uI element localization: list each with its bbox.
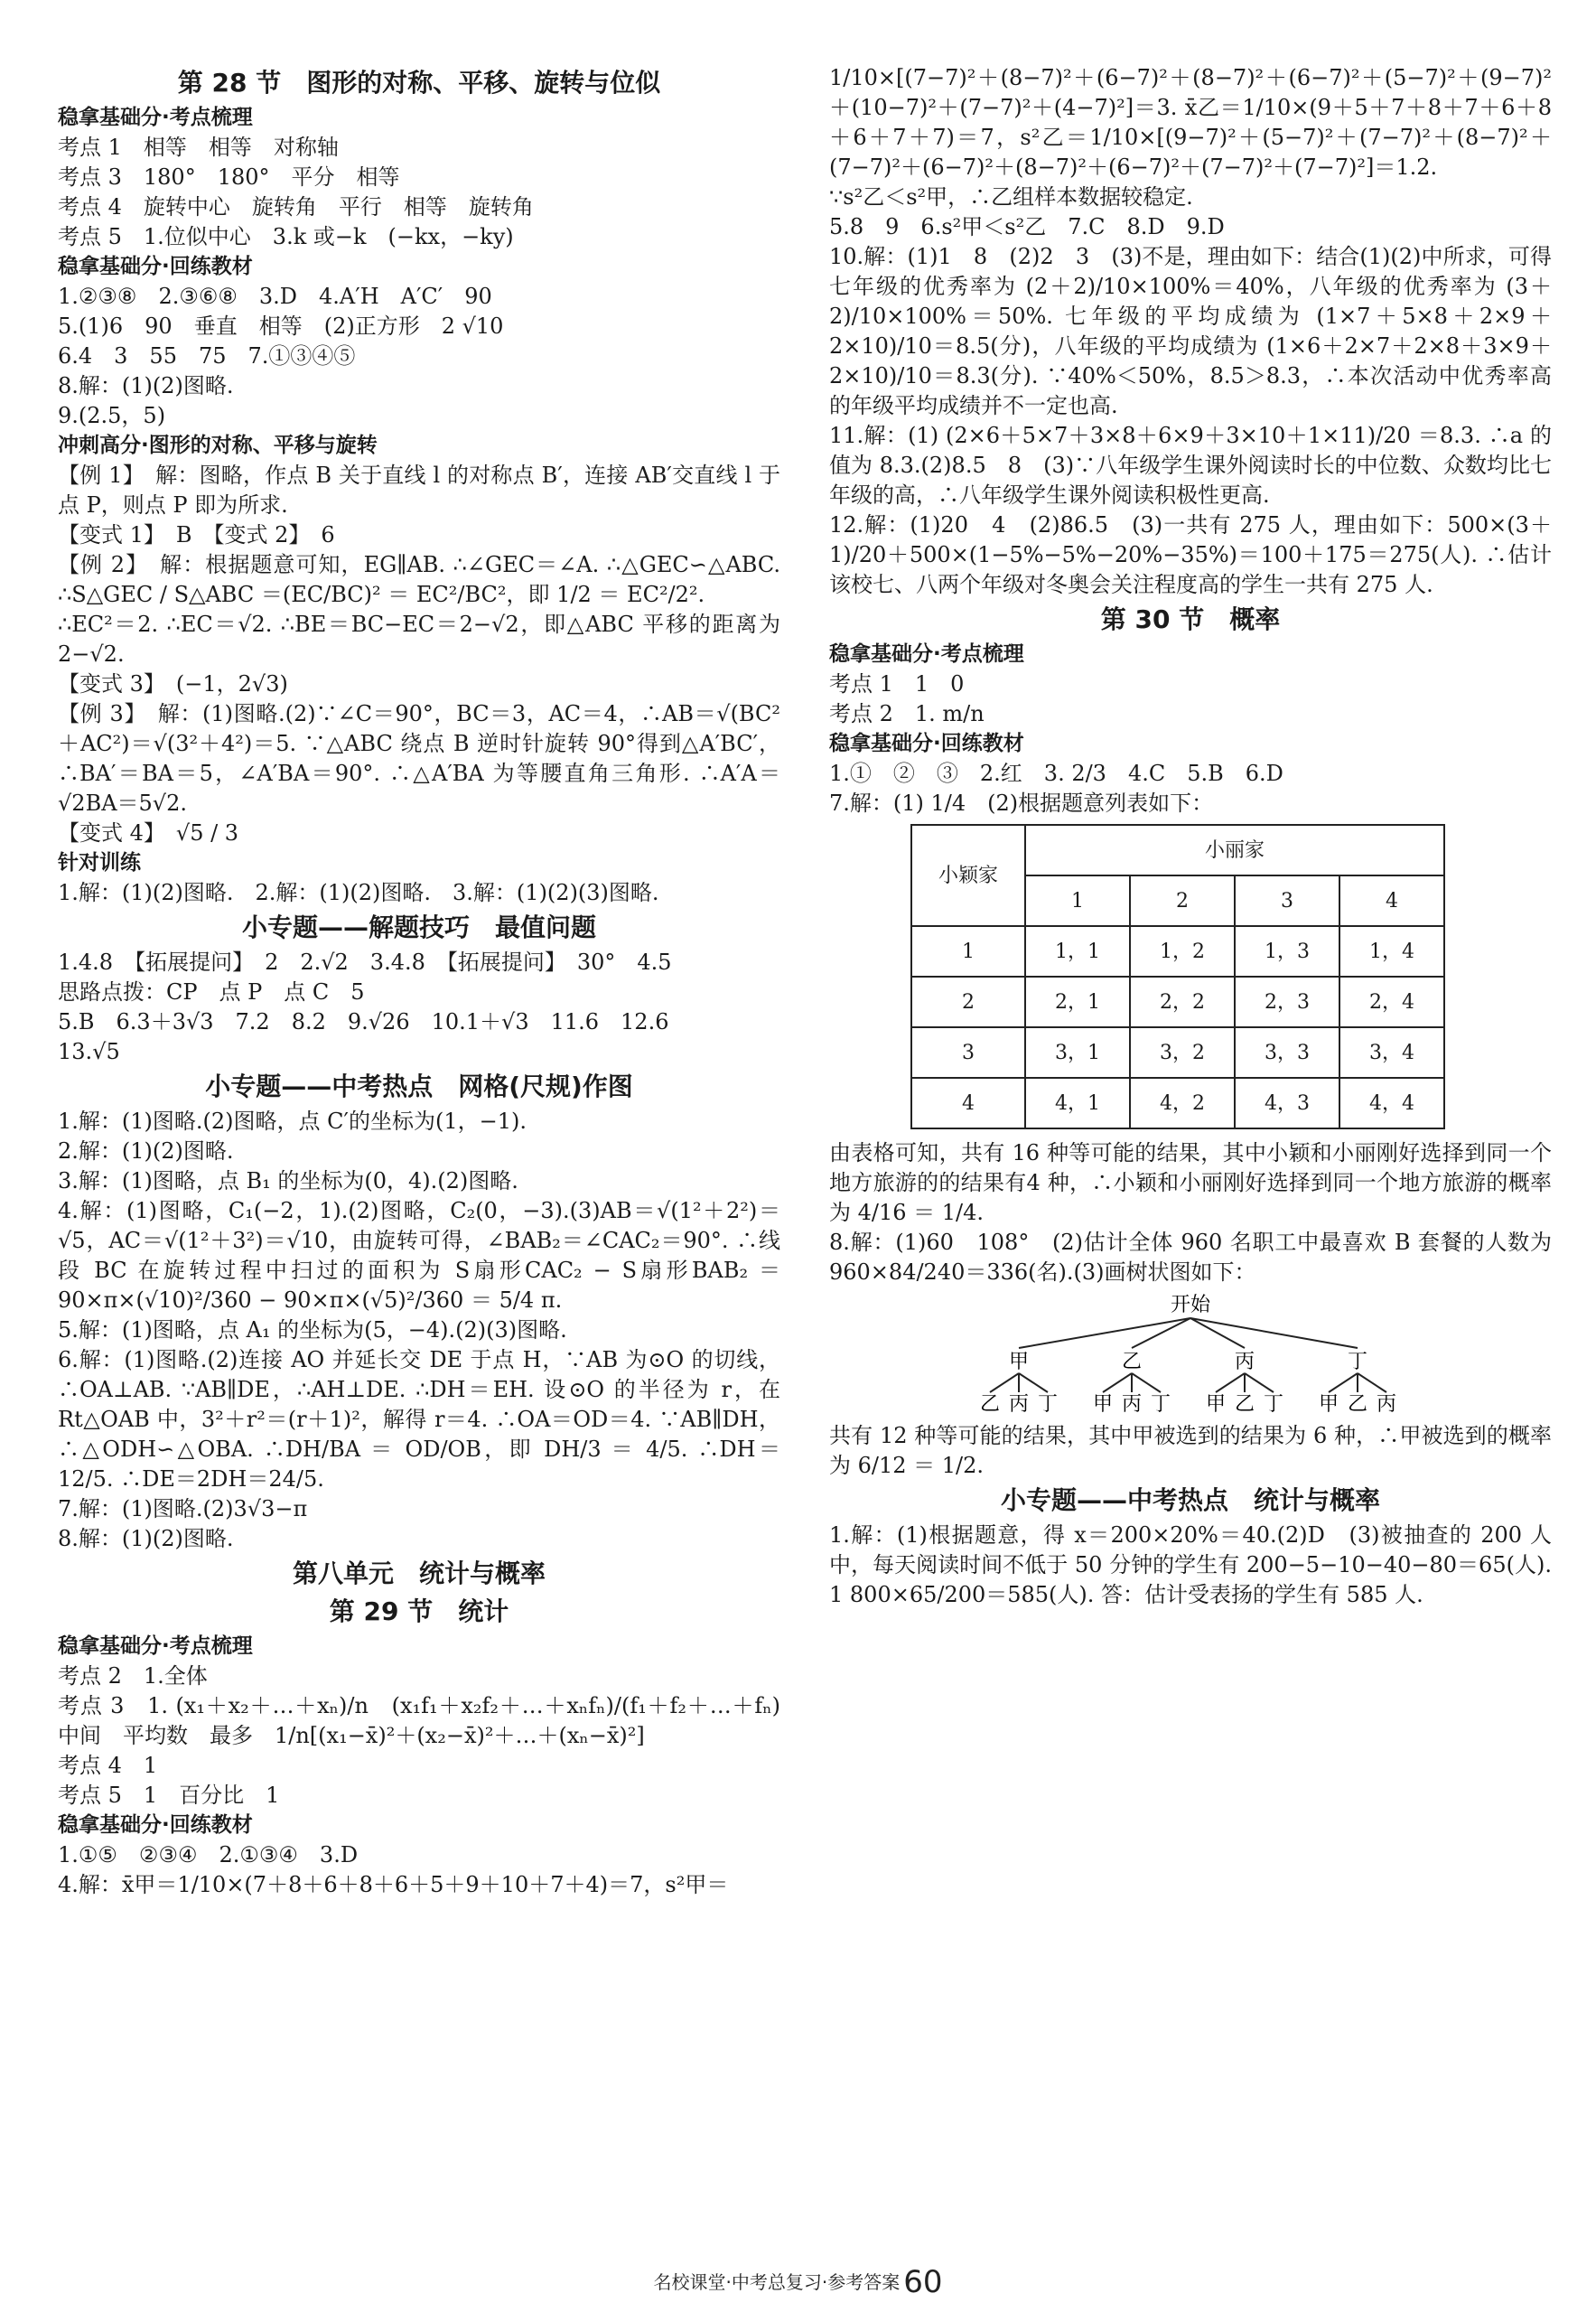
answer-line: 考点 3 180° 180° 平分 相等	[58, 164, 400, 190]
subsection-heading: 稳拿基础分·回练教材	[58, 255, 253, 278]
answer-line: 考点 5 1.位似中心 3.k 或−k (−kx，−ky)	[58, 224, 514, 249]
table-cell: 3，4	[1339, 1027, 1444, 1078]
answer-line: 8.解：(1)(2)图略.	[58, 1526, 234, 1551]
answer-paragraph: 6.解：(1)图略.(2)连接 AO 并延长交 DE 于点 H，∵AB 为⊙O 的切线，∴OA⊥AB. ∵AB∥DE，∴AH⊥DE. ∴DH＝EH. 设⊙O 的半径为 r，在 Rt△OAB 中，3²＋r²＝(r＋1)²，解得 r＝4. ∴OA＝OD＝4. ∵AB∥DH，∴△ODH∽△OBA. ∴DH/BA ＝ OD/OB，即 DH/3 ＝ 4/5. ∴DH＝12/5. ∴DE＝2DH＝24/5.	[58, 1347, 780, 1492]
table-cell: 4，4	[1339, 1078, 1444, 1128]
table-col-header: 4	[1339, 875, 1444, 926]
answer-line: 1.解：(1)(2)图略. 2.解：(1)(2)图略. 3.解：(1)(2)(3)图略.	[58, 880, 659, 905]
table-col-header: 3	[1235, 875, 1339, 926]
table-row-header: 2	[911, 977, 1025, 1027]
subsection-heading: 稳拿基础分·考点梳理	[58, 1634, 253, 1658]
table-cell: 2，2	[1130, 977, 1235, 1027]
answer-line: 6.4 3 55 75 7.①③④⑤	[58, 343, 356, 369]
tree-leaf: 丁	[1150, 1393, 1171, 1416]
answer-line: 5.解：(1)图略，点 A₁ 的坐标为(5，−4).(2)(3)图略.	[58, 1317, 567, 1343]
tree-edge	[1329, 1373, 1358, 1392]
answer-paragraph: 4.解：x̄甲＝1/10×(7＋8＋6＋8＋6＋5＋9＋10＋7＋4)＝7，s²甲＝	[58, 1872, 729, 1897]
answer-paragraph: 1/10×[(7−7)²＋(8−7)²＋(6−7)²＋(8−7)²＋(6−7)²＋(5−7)²＋(9−7)²＋(10−7)²＋(7−7)²＋(4−7)²]＝3. x̄乙＝1/10×(9＋5＋7＋8＋7＋6＋8＋6＋7＋7)＝7，s²乙＝1/10×[(9−7)²＋(5−7)²＋(7−7)²＋(8−7)²＋(7−7)²＋(6−7)²＋(8−7)²＋(6−7)²＋(7−7)²＋(7−7)²]＝1.2.	[829, 65, 1552, 180]
section-title: 第 30 节 概率	[1100, 604, 1281, 634]
left-column	[58, 63, 802, 1900]
table-row-header: 1	[911, 926, 1025, 977]
subsection-heading: 稳拿基础分·回练教材	[58, 1813, 253, 1837]
answer-paragraph: 1.解：(1)根据题意，得 x＝200×20%＝40.(2)D (3)被抽查的 200 人中，每天阅读时间不低于 50 分钟的学生有 200−5−10−40−80＝65(人). 1 800×65/200＝585(人). 答：估计受表扬的学生有 585 人.	[829, 1522, 1552, 1607]
table-cell: 2，4	[1339, 977, 1444, 1027]
table-row	[911, 1078, 1444, 1128]
answer-paragraph: 考点 3 1. (x₁＋x₂＋…＋xₙ)/n (x₁f₁＋x₂f₂＋…＋xₙfₙ)/(f₁＋f₂＋…＋fₙ) 中间 平均数 最多 1/n[(x₁−x̄)²＋(x₂−x̄)²＋…＋(xₙ−x̄)²]	[58, 1693, 802, 1748]
table-cell: 1，2	[1130, 926, 1235, 977]
answer-line: 考点 2 1.全体	[58, 1663, 208, 1689]
tree-leaf: 甲	[1318, 1393, 1339, 1416]
answer-line: 【变式 3】 (−1，2√3)	[58, 671, 288, 697]
answer-line: 1.解：(1)图略.(2)图略，点 C′的坐标为(1，−1).	[58, 1109, 527, 1134]
answer-line: 考点 1 相等 相等 对称轴	[58, 135, 339, 160]
tree-edge	[1358, 1373, 1386, 1392]
table-row-header: 3	[911, 1027, 1025, 1078]
subsection-heading: 稳拿基础分·回练教材	[829, 732, 1024, 755]
answer-line: 1.①⑤ ②③④ 2.①③④ 3.D	[58, 1842, 359, 1867]
section-title: 第 29 节 统计	[329, 1596, 509, 1626]
answer-paragraph: 4.解：(1)图略，C₁(−2，1).(2)图略，C₂(0，−3).(3)AB＝√(1²＋2²)＝√5，AC＝√(1²＋3²)＝√10，由旋转可得，∠BAB₂＝∠CAC₂＝90°. ∴线段 BC 在旋转过程中扫过的面积为 S扇形CAC₂ − S扇形BAB₂ ＝ 90×π×(√10)²/360 − 90×π×(√5)²/360 ＝ 5/4 π.	[58, 1198, 780, 1313]
answer-paragraph: 11.解：(1) (2×6＋5×7＋3×8＋6×9＋3×10＋1×11)/20 ＝8.3. ∴a 的值为 8.3.(2)8.5 8 (3)∵八年级学生课外阅读时长的中位数、众数均比七年级的高，∴八年级学生课外阅读积极性更高.	[829, 423, 1552, 508]
answer-line: 考点 4 旋转中心 旋转角 平行 相等 旋转角	[58, 194, 534, 220]
table-cell: 3，1	[1025, 1027, 1130, 1078]
table-cell: 3，2	[1130, 1027, 1235, 1078]
answer-line: 思路点拨：CP 点 P 点 C 5	[58, 979, 365, 1005]
section-title: 小专题——解题技巧 最值问题	[241, 913, 596, 942]
right-column	[829, 63, 1552, 1610]
tree-branch: 丙	[1234, 1351, 1255, 1373]
tree-leaf: 丁	[1263, 1393, 1284, 1416]
table-row	[911, 926, 1444, 977]
table-cell: 4，1	[1025, 1078, 1130, 1128]
answer-paragraph: 8.解：(1)60 108° (2)估计全体 960 名职工中最喜欢 B 套餐的人数为 960×84/240＝336(名).(3)画树状图如下：	[829, 1230, 1552, 1285]
tree-branch: 乙	[1121, 1351, 1143, 1373]
answer-line: 1.②③⑧ 2.③⑥⑧ 3.D 4.A′H A′C′ 90	[58, 284, 492, 309]
tree-root: 开始	[1170, 1294, 1211, 1316]
table-cell: 1，4	[1339, 926, 1444, 977]
answer-line: 13.√5	[58, 1039, 120, 1064]
table-row	[911, 1027, 1444, 1078]
subsection-heading: 稳拿基础分·考点梳理	[829, 642, 1024, 666]
subsection-heading: 冲刺高分·图形的对称、平移与旋转	[58, 434, 378, 457]
answer-line: 7.解：(1)图略.(2)3√3−π	[58, 1496, 308, 1521]
page-footer	[0, 2264, 1596, 2300]
answer-paragraph: ∴EC²＝2. ∴EC＝√2. ∴BE＝BC−EC＝2−√2，即△ABC 平移的距离为 2−√2.	[58, 612, 780, 667]
answer-line: 5.B 6.3＋3√3 7.2 8.2 9.√26 10.1＋√3 11.6 12.6	[58, 1009, 669, 1034]
tree-leaf: 甲	[1092, 1393, 1114, 1416]
table-cell: 2，1	[1025, 977, 1130, 1027]
section-title: 小专题——中考热点 网格(尺规)作图	[205, 1072, 633, 1101]
answer-paragraph: 【例 2】 解：根据题意可知，EG∥AB. ∴∠GEC＝∠A. ∴△GEC∽△ABC. ∴S△GEC / S△ABC ＝(EC/BC)² ＝ EC²/BC²，即 1/2 ＝ EC²/2².	[58, 552, 780, 607]
table-col-header: 1	[1025, 875, 1130, 926]
tree-diagram	[965, 1291, 1416, 1418]
answer-line: 2.解：(1)(2)图略.	[58, 1138, 234, 1164]
answer-line: 1.4.8 【拓展提问】 2 2.√2 3.4.8 【拓展提问】 30° 4.5	[58, 950, 672, 975]
subsection-heading: 稳拿基础分·考点梳理	[58, 106, 253, 129]
tree-branch: 丁	[1347, 1351, 1368, 1373]
answer-line: 【变式 1】 B 【变式 2】 6	[58, 522, 335, 548]
answer-line: 考点 2 1. m/n	[829, 701, 985, 726]
subsection-heading: 针对训练	[58, 851, 141, 875]
table-col-header: 2	[1130, 875, 1235, 926]
table-cell: 4，2	[1130, 1078, 1235, 1128]
answer-line: 8.解：(1)(2)图略.	[58, 373, 234, 398]
tree-leaf: 乙	[979, 1393, 1001, 1416]
table-cell: 4，3	[1235, 1078, 1339, 1128]
tree-edge	[990, 1373, 1019, 1392]
tree-edge	[1190, 1318, 1358, 1348]
tree-edge	[1132, 1373, 1161, 1392]
answer-line: 考点 1 1 0	[829, 671, 965, 697]
tree-leaf: 甲	[1205, 1393, 1227, 1416]
answer-line: 【变式 4】 √5 / 3	[58, 820, 239, 846]
table-cell: 2，3	[1235, 977, 1339, 1027]
footer-text: 名校课堂·中考总复习·参考答案	[653, 2271, 901, 2293]
table-row	[911, 977, 1444, 1027]
tree-edge	[1245, 1373, 1274, 1392]
tree-leaf: 丙	[1121, 1393, 1143, 1416]
section-title: 小专题——中考热点 统计与概率	[1000, 1485, 1380, 1515]
answer-paragraph: 【例 3】 解：(1)图略.(2)∵∠C＝90°，BC＝3，AC＝4，∴AB＝√(BC²＋AC²)＝√(3²＋4²)＝5. ∵△ABC 绕点 B 逆时针旋转 90°得到△A′BC′，∴BA′＝BA＝5，∠A′BA＝90°. ∴△A′BA 为等腰直角三角形. ∴A′A＝√2BA＝5√2.	[58, 701, 780, 816]
tree-edge	[1019, 1318, 1190, 1348]
table-row-header: 4	[911, 1078, 1025, 1128]
table-corner: 小颖家	[911, 825, 1025, 926]
answer-line: 9.(2.5，5)	[58, 403, 166, 428]
answer-line: 5.(1)6 90 垂直 相等 (2)正方形 2 √10	[58, 314, 504, 339]
table-group-header: 小丽家	[1025, 825, 1444, 875]
answer-line: 3.解：(1)图略，点 B₁ 的坐标为(0，4).(2)图略.	[58, 1168, 518, 1193]
outcome-table	[910, 824, 1445, 1129]
tree-edge	[1216, 1373, 1245, 1392]
section-title: 第 28 节 图形的对称、平移、旋转与位似	[177, 68, 661, 98]
tree-leaf: 丙	[1008, 1393, 1030, 1416]
tree-edge	[1019, 1373, 1048, 1392]
table-cell: 3，3	[1235, 1027, 1339, 1078]
tree-edge	[1103, 1373, 1132, 1392]
answer-line: 考点 5 1 百分比 1	[58, 1783, 280, 1808]
answer-line: 考点 4 1	[58, 1753, 158, 1778]
answer-line: 1.① ② ③ 2.红 3. 2/3 4.C 5.B 6.D	[829, 761, 1283, 786]
answer-paragraph: 10.解：(1)1 8 (2)2 3 (3)不是，理由如下：结合(1)(2)中所求，可得七年级的优秀率为 (2＋2)/10×100%＝40%，八年级的优秀率为 (3＋2)/10×100%＝50%. 七年级的平均成绩为 (1×7＋5×8＋2×9＋2×10)/10＝8.5(分)，八年级的平均成绩为 (1×6＋2×7＋2×8＋3×9＋2×10)/10＝8.3(分). ∵40%＜50%，8.5＞8.3，∴本次活动中优秀率高的年级平均成绩并不一定也高.	[829, 244, 1552, 418]
tree-leaf: 丁	[1037, 1393, 1059, 1416]
section-title: 第八单元 统计与概率	[292, 1558, 546, 1588]
tree-leaf: 乙	[1347, 1393, 1368, 1416]
tree-leaf: 乙	[1234, 1393, 1255, 1416]
table-cell: 1，1	[1025, 926, 1130, 977]
tree-branch: 甲	[1008, 1351, 1030, 1373]
answer-paragraph: 【例 1】 解：图略，作点 B 关于直线 l 的对称点 B′，连接 AB′交直线 l 于点 P，则点 P 即为所求.	[58, 463, 780, 518]
answer-paragraph: 共有 12 种等可能的结果，其中甲被选到的结果为 6 种，∴甲被选到的概率为 6/12 ＝ 1/2.	[829, 1423, 1552, 1478]
table-cell: 1，3	[1235, 926, 1339, 977]
answer-line: ∵s²乙＜s²甲，∴乙组样本数据较稳定.	[829, 184, 1193, 210]
answer-paragraph: 由表格可知，共有 16 种等可能的结果，其中小颖和小丽刚好选择到同一个地方旅游的的结果有4 种，∴小颖和小丽刚好选择到同一个地方旅游的概率为 4/16 ＝ 1/4.	[829, 1140, 1552, 1225]
answer-line: 7.解：(1) 1/4 (2)根据题意列表如下：	[829, 791, 1214, 816]
page-number: 60	[903, 2264, 943, 2300]
answer-paragraph: 12.解：(1)20 4 (2)86.5 (3)一共有 275 人，理由如下：500×(3＋1)/20＋500×(1−5%−5%−20%−35%)＝100＋175＝275(人). ∴估计该校七、八两个年级对冬奥会关注程度高的学生一共有 275 人.	[829, 512, 1552, 597]
answer-line: 5.8 9 6.s²甲＜s²乙 7.C 8.D 9.D	[829, 214, 1225, 239]
tree-leaf: 丙	[1376, 1393, 1397, 1416]
